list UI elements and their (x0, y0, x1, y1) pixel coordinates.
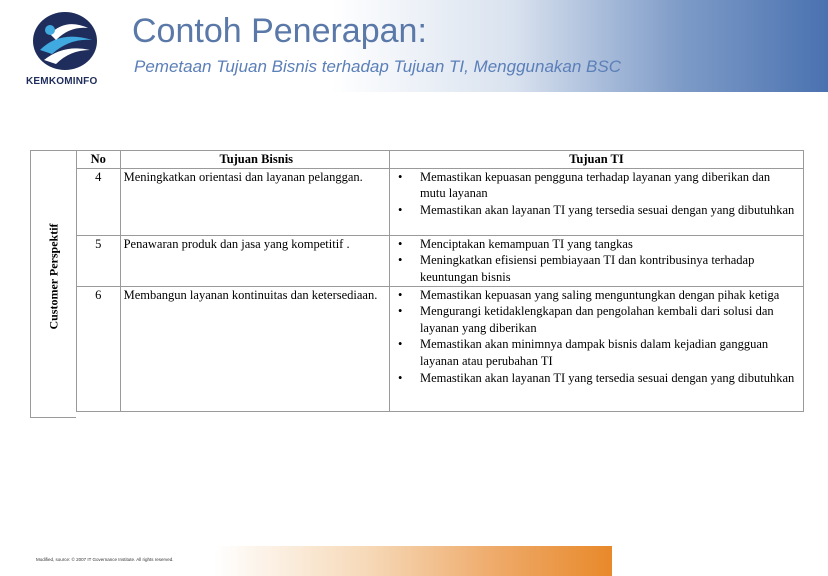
bullet-icon: • (397, 304, 403, 319)
list-item: • Memastikan akan layanan TI yang tersedia sesuai dengan yang dibutuhkan (397, 202, 795, 217)
table-row (77, 235, 804, 286)
row-tujuan-bisnis: Meningkatkan orientasi dan layanan pelanggan. (120, 168, 389, 235)
page-subtitle: Pemetaan Tujuan Bisnis terhadap Tujuan TI, Menggunakan BSC (134, 57, 621, 76)
list-item: • Memastikan akan layanan TI yang tersedia sesuai dengan yang dibutuhkan (397, 370, 795, 385)
list-item: • Memastikan kepuasan pengguna terhadap layanan yang diberikan dan mutu layanan (397, 169, 771, 201)
row-tujuan-bisnis: Penawaran produk dan jasa yang kompetitif . (120, 235, 389, 286)
table-row (77, 168, 804, 235)
bullet-icon: • (397, 370, 403, 385)
header-tujuan-ti: Tujuan TI (389, 151, 803, 169)
header-tujuan-bisnis: Tujuan Bisnis (120, 151, 389, 169)
row-no: 5 (77, 235, 121, 286)
table-row (77, 286, 804, 411)
list-item: • Meningkatkan efisiensi pembiayaan TI dan kontribusinya terhadap keuntungan bisnis (397, 253, 755, 284)
mapping-table (76, 150, 804, 412)
bullet-icon: • (397, 236, 403, 251)
side-label-cell (30, 150, 76, 418)
bullet-icon: • (397, 337, 403, 352)
row-tujuan-ti (389, 168, 803, 235)
side-label: Customer Perspektif (46, 223, 61, 330)
kemkominfo-logo-icon (30, 10, 100, 72)
row-no: 4 (77, 168, 121, 235)
list-item: • Menciptakan kemampuan TI yang tangkas (397, 236, 633, 251)
bullet-icon: • (397, 169, 403, 184)
list-item: • Memastikan akan minimnya dampak bisnis dalam kejadian gangguan layanan atau perubahan TI (397, 337, 769, 368)
bullet-icon: • (397, 287, 403, 302)
list-item: • Mengurangi ketidaklengkapan dan pengolahan kembali dari solusi dan layanan yang diberikan (397, 304, 774, 335)
list-item: • Memastikan kepuasan yang saling menguntungkan dengan pihak ketiga (397, 287, 780, 302)
table-header-row (77, 151, 804, 169)
bullet-icon: • (397, 202, 403, 217)
bullet-icon: • (397, 253, 403, 268)
logo-text: KEMKOMINFO (26, 76, 98, 87)
footer-copyright: Modified, source: © 2007 IT Governance Institute. All rights reserved. (36, 557, 174, 562)
header-no: No (77, 151, 121, 169)
row-tujuan-ti (389, 286, 803, 411)
row-no: 6 (77, 286, 121, 411)
page-title: Contoh Penerapan: (132, 12, 427, 50)
row-tujuan-ti (389, 235, 803, 286)
row-tujuan-bisnis: Membangun layanan kontinuitas dan ketersediaan. (120, 286, 389, 411)
